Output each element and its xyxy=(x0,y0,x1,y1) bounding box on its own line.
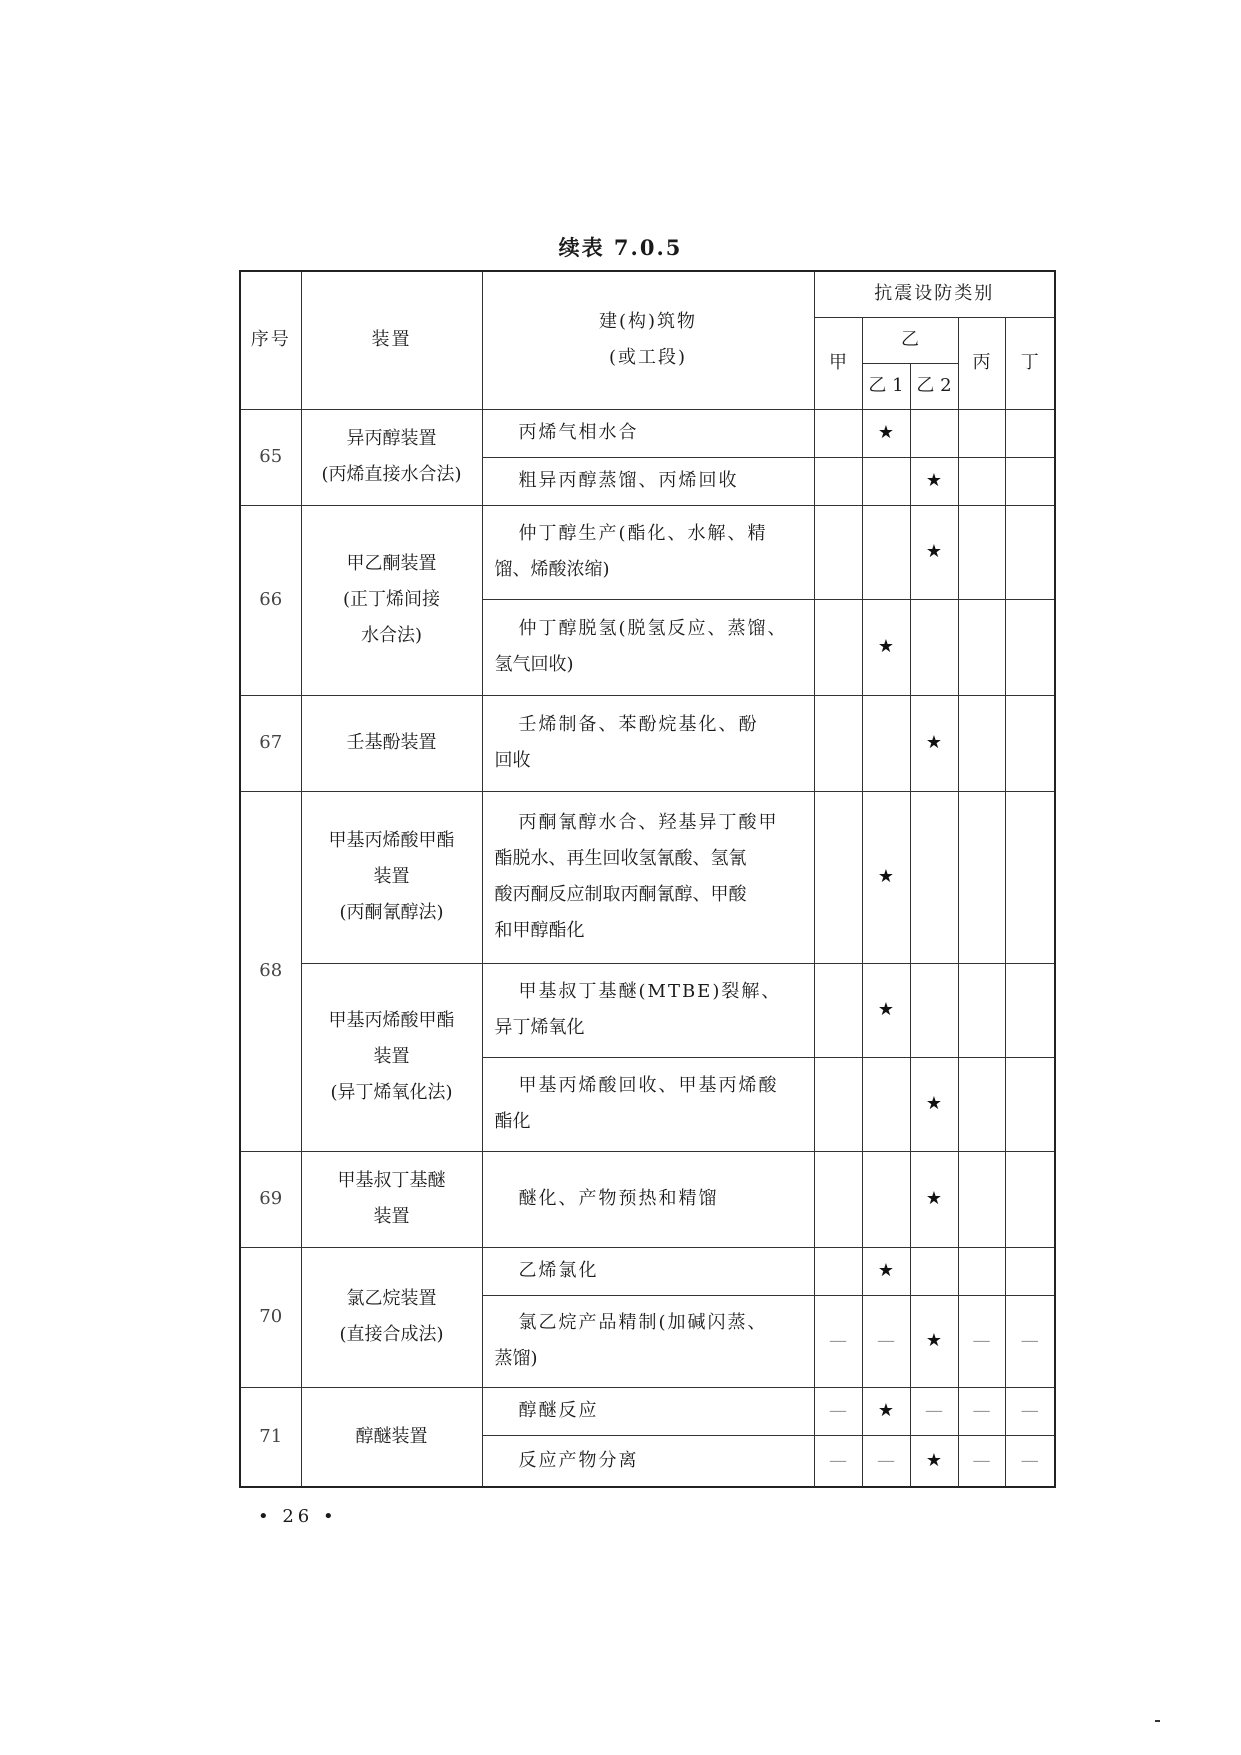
category-cell-ding xyxy=(1005,505,1055,599)
category-cell-ding xyxy=(1005,695,1055,791)
category-cell-ding xyxy=(1005,1151,1055,1247)
text-line: 粗异丙醇蒸馏、丙烯回收 xyxy=(518,470,739,491)
text-line: 仲丁醇生产(酯化、水解、精 xyxy=(518,523,768,544)
text-line: 醚化、产物预热和精馏 xyxy=(518,1188,719,1209)
dash-mark: — xyxy=(814,1387,862,1435)
building-cell xyxy=(482,963,814,1057)
device-cell xyxy=(301,695,482,791)
building-cell xyxy=(482,1435,814,1487)
building-cell xyxy=(482,599,814,695)
category-cell-yi1 xyxy=(862,505,910,599)
category-cell-bing xyxy=(958,1151,1005,1247)
seq-cell: 65 xyxy=(240,409,301,505)
category-cell-yi2 xyxy=(910,791,958,963)
dash-mark: — xyxy=(814,1435,862,1487)
dash-mark: — xyxy=(814,1295,862,1387)
seq-cell: 71 xyxy=(240,1387,301,1487)
seq-cell: 67 xyxy=(240,695,301,791)
text-line: 壬基酚装置 xyxy=(346,732,437,753)
category-cell-ding xyxy=(1005,409,1055,457)
star-mark: ★ xyxy=(910,1151,958,1247)
category-cell-bing xyxy=(958,963,1005,1057)
header-ding: 丁 xyxy=(1005,317,1055,409)
text-line: 甲基丙烯酸甲酯 xyxy=(328,1010,455,1031)
table-row xyxy=(240,505,1055,599)
text-line: 反应产物分离 xyxy=(518,1449,639,1471)
building-cell xyxy=(482,1151,814,1247)
category-cell-jia xyxy=(814,791,862,963)
text-line: 甲基叔丁基醚 xyxy=(337,1170,446,1191)
header-building xyxy=(482,271,814,409)
category-cell-jia xyxy=(814,1151,862,1247)
category-cell-jia xyxy=(814,505,862,599)
category-cell-jia xyxy=(814,695,862,791)
category-cell-bing xyxy=(958,791,1005,963)
category-cell-jia xyxy=(814,599,862,695)
star-mark: ★ xyxy=(862,409,910,457)
text-line: 酸丙酮反应制取丙酮氰醇、甲酸 xyxy=(494,884,747,905)
category-cell-bing xyxy=(958,695,1005,791)
category-cell-bing xyxy=(958,599,1005,695)
text-line: 酯脱水、再生回收氢氰酸、氢氰 xyxy=(494,848,747,869)
star-mark: ★ xyxy=(910,695,958,791)
text-line: 异丁烯氧化 xyxy=(494,1017,585,1038)
category-cell-yi2 xyxy=(910,409,958,457)
table-row xyxy=(240,409,1055,457)
header-building-line2: (或工段) xyxy=(608,347,688,369)
category-cell-yi1 xyxy=(862,1057,910,1151)
category-cell-yi1 xyxy=(862,1151,910,1247)
text-line: 仲丁醇脱氢(脱氢反应、蒸馏、 xyxy=(518,618,788,639)
device-cell xyxy=(301,791,482,963)
table-row xyxy=(240,791,1055,963)
category-cell-jia xyxy=(814,1247,862,1295)
table-row xyxy=(240,1387,1055,1435)
seq-cell: 69 xyxy=(240,1151,301,1247)
dash-mark: — xyxy=(862,1295,910,1387)
text-line: 水合法) xyxy=(360,625,423,646)
text-line: 氢气回收) xyxy=(494,654,574,675)
table-row xyxy=(240,695,1055,791)
text-line: 装置 xyxy=(373,1206,410,1227)
category-cell-ding xyxy=(1005,457,1055,505)
category-cell-bing xyxy=(958,409,1005,457)
building-cell xyxy=(482,1387,814,1435)
text-line: (丙酮氰醇法) xyxy=(339,902,444,923)
category-cell-yi1 xyxy=(862,457,910,505)
text-line: 甲基丙烯酸甲酯 xyxy=(328,830,455,851)
page-number: • 26 • xyxy=(258,1506,338,1527)
building-cell xyxy=(482,1295,814,1387)
star-mark: ★ xyxy=(862,599,910,695)
device-cell xyxy=(301,1387,482,1487)
device-cell xyxy=(301,1247,482,1387)
category-cell-jia xyxy=(814,409,862,457)
building-cell xyxy=(482,791,814,963)
table-caption: 续表 7.0.5 xyxy=(558,235,683,260)
header-jia: 甲 xyxy=(814,317,862,409)
category-cell-ding xyxy=(1005,791,1055,963)
text-line: (丙烯直接水合法) xyxy=(321,464,462,485)
text-line: (异丁烯氧化法) xyxy=(330,1082,453,1103)
building-cell xyxy=(482,457,814,505)
star-mark: ★ xyxy=(862,963,910,1057)
text-line: 醇醚装置 xyxy=(355,1425,428,1447)
building-cell xyxy=(482,1057,814,1151)
building-cell xyxy=(482,505,814,599)
category-cell-ding xyxy=(1005,599,1055,695)
category-cell-ding xyxy=(1005,1057,1055,1151)
category-cell-jia xyxy=(814,457,862,505)
dash-mark: — xyxy=(958,1295,1005,1387)
header-seq: 序号 xyxy=(240,271,301,409)
category-cell-jia xyxy=(814,1057,862,1151)
header-category-group: 抗震设防类别 xyxy=(814,271,1055,317)
text-line: 酯化 xyxy=(494,1111,531,1132)
text-line: 蒸馏) xyxy=(494,1348,538,1369)
text-line: 回收 xyxy=(494,750,531,771)
text-line: 甲基丙烯酸回收、甲基丙烯酸 xyxy=(518,1075,779,1096)
header-bing: 丙 xyxy=(958,317,1005,409)
seq-cell: 66 xyxy=(240,505,301,695)
device-cell xyxy=(301,505,482,695)
text-line: 和甲醇酯化 xyxy=(494,920,585,941)
dash-mark: — xyxy=(958,1435,1005,1487)
star-mark: ★ xyxy=(910,457,958,505)
category-cell-yi2 xyxy=(910,963,958,1057)
text-line: 丙酮氰醇水合、羟基异丁酸甲 xyxy=(518,812,779,833)
building-cell xyxy=(482,1247,814,1295)
category-cell-bing xyxy=(958,457,1005,505)
text-line: 氯乙烷装置 xyxy=(346,1288,437,1309)
text-line: 异丙醇装置 xyxy=(346,428,437,449)
dash-mark: — xyxy=(1005,1435,1055,1487)
category-cell-jia xyxy=(814,963,862,1057)
star-mark: ★ xyxy=(862,791,910,963)
star-mark: ★ xyxy=(910,1295,958,1387)
category-cell-yi2 xyxy=(910,599,958,695)
text-line: 馏、烯酸浓缩) xyxy=(494,559,610,580)
star-mark: ★ xyxy=(910,1435,958,1487)
category-cell-ding xyxy=(1005,1247,1055,1295)
table-row xyxy=(240,1151,1055,1247)
building-cell xyxy=(482,695,814,791)
header-device: 装置 xyxy=(301,271,482,409)
text-line: 丙烯气相水合 xyxy=(518,422,639,443)
dash-mark: — xyxy=(862,1435,910,1487)
text-line: 甲乙酮装置 xyxy=(346,553,437,574)
text-line: 醇醚反应 xyxy=(518,1400,599,1421)
header-yi2: 乙 2 xyxy=(910,363,958,409)
star-mark: ★ xyxy=(910,505,958,599)
star-mark: ★ xyxy=(862,1247,910,1295)
text-line: 壬烯制备、苯酚烷基化、酚 xyxy=(518,714,759,735)
star-mark: ★ xyxy=(910,1057,958,1151)
header-yi1: 乙 1 xyxy=(862,363,910,409)
building-cell xyxy=(482,409,814,457)
dash-mark: — xyxy=(958,1387,1005,1435)
category-cell-ding xyxy=(1005,963,1055,1057)
seq-cell: 68 xyxy=(240,791,301,1151)
device-cell xyxy=(301,963,482,1151)
dash-mark: — xyxy=(1005,1295,1055,1387)
header-yi: 乙 xyxy=(862,317,958,363)
scan-mark xyxy=(1155,1720,1160,1722)
text-line: 甲基叔丁基醚(MTBE)裂解、 xyxy=(518,981,782,1002)
text-line: 氯乙烷产品精制(加碱闪蒸、 xyxy=(518,1312,768,1333)
category-cell-bing xyxy=(958,1247,1005,1295)
text-line: 装置 xyxy=(373,866,410,887)
category-cell-bing xyxy=(958,1057,1005,1151)
device-cell xyxy=(301,1151,482,1247)
text-line: 乙烯氯化 xyxy=(518,1260,599,1281)
dash-mark: — xyxy=(1005,1387,1055,1435)
device-cell xyxy=(301,409,482,505)
header-building-line1: 建(构)筑物 xyxy=(598,311,698,333)
category-cell-yi2 xyxy=(910,1247,958,1295)
category-cell-bing xyxy=(958,505,1005,599)
star-mark: ★ xyxy=(862,1387,910,1435)
seismic-category-table xyxy=(239,270,1056,1488)
seq-cell: 70 xyxy=(240,1247,301,1387)
dash-mark: — xyxy=(910,1387,958,1435)
category-cell-yi1 xyxy=(862,695,910,791)
table-row xyxy=(240,1247,1055,1295)
text-line: 装置 xyxy=(373,1046,410,1067)
table-row xyxy=(240,963,1055,1057)
text-line: (正丁烯间接 xyxy=(342,589,441,610)
text-line: (直接合成法) xyxy=(339,1324,444,1345)
